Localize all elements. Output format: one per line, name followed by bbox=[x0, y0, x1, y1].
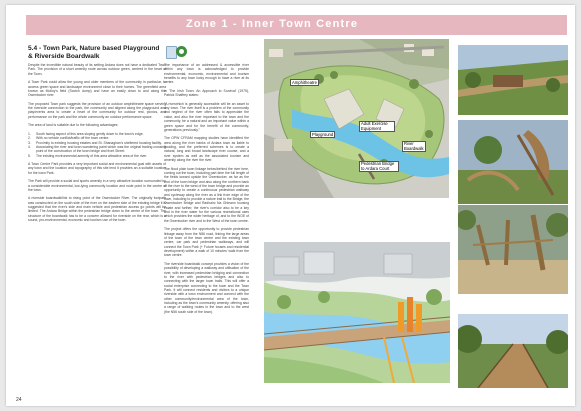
photo-riverside-boardwalk bbox=[458, 314, 568, 388]
paragraph: A riverside boardwalk/link to rising point of the Owentocker River. The originally footpath was constructed on the south side of the river on the eastern side of the existing bridge it is suggested that the river's side and main vehicle and pedestrian access go points will be limited. The Ardara Bridge within the pedestrian bridge down to the centre of the town. The structure of the boardwalk has to be a concern allowed for riverside on the rear, which is a sound, pro-environmental, economic and tourism use of the town. bbox=[28, 196, 166, 223]
paragraph: A Town Park could allow the young and older members of the community in particular, to access green space and landscape environment close to their homes. The greenfield area known as Molloy's field (Scotch dump) and have an easily down to and along the Owentocker river. bbox=[28, 80, 166, 98]
paragraph: In 'The Irish Town: An Approach to Survival' (1975), Patrick Shaffrey states: bbox=[164, 88, 249, 98]
text-column-middle bbox=[164, 63, 249, 318]
paragraph: The project offers the opportunity to provide pedestrian linkage away from the N56 road, linking the large areas of the town of the town centre and the existing town centre, car park and pedestrian walkways, and will connect the Town Park (+ Future houses and residential development) within a walk of 10 minutes' walk from the town centre. bbox=[164, 227, 249, 258]
tidy-towns-logo-icon bbox=[176, 46, 187, 57]
list-item: 5. The existing environmental amenity of this area attractive area of the river. bbox=[28, 153, 148, 158]
list-item: 1. South facing aspect of this area sloping gently down to the town's edge. bbox=[28, 131, 144, 136]
advantages-list bbox=[28, 132, 166, 158]
page-number: 24 bbox=[16, 397, 22, 403]
zone-title: Zone 1 - Inner Town Centre bbox=[186, 18, 359, 30]
paragraph: The OPW CFRAM mapping studies have identified the area along the river banks of Ardara town as liable to flooding, and the preferred schemes is to create a natural, long and broad landscape river course, and a river system as well as the associated tourism and amenity along the river the river. bbox=[164, 136, 249, 163]
photo-boardwalk-aerial bbox=[458, 45, 568, 115]
label-playground: Playground bbox=[312, 132, 334, 137]
text-column-left bbox=[28, 63, 166, 227]
paragraph: The riverside boardwalk concept provides a vision of the possibility of developing a walkway and utilisation of the river, with increased pedestrian bridging and connection to the river with pedestrian bridges and also to connecting with the larger town trails. This will offer a social enterprise connecting to the town and the Town Park. It will connect residents and visitors to a unique riverside with a town environment and connect with the other community/environmental area of the town, including as the town's community amenity, offering also a range of walking routes in the town and to the west (the N56 south side of the town). bbox=[164, 261, 249, 314]
site-plan-map bbox=[264, 39, 449, 198]
paragraph: The area of land is suitable due to the following advantages: bbox=[28, 123, 119, 128]
section-heading: 5.4 - Town Park, Nature based Playground & Riverside Boardwalk bbox=[28, 45, 160, 60]
photo-wooden-play-area bbox=[458, 205, 568, 294]
quote: "A riverwhich is generally accessible will be an asset to any town. The river itself is a problem of the community and neglect of the river often fails to appreciate the value, and also the river important to the town and the community, be a natural and an important value within a green space and for the benefit of the community, generations previously." bbox=[164, 101, 249, 132]
photo-play-sculpture bbox=[458, 120, 568, 204]
paragraph: The Park will provide a social and sports amenity in a very attractive location surrounded by a considerable environmental, low-lying community location and node point in the centre of the town. bbox=[28, 179, 166, 192]
list-item: 3. Proximity to existing housing estates and St. Shanaghan's sheltered housing facility. bbox=[28, 140, 162, 145]
zone-banner bbox=[26, 15, 567, 35]
paragraph: The flood plain town linkage below/behind the river here, coming out the town, including part-time the full length of the fields toward upside the Owentocker, as far as the end of the town bridge and also along the northern bank of the river to the west of the town bridge and provide an opportunity to create a continuous pedestrian walkway and cycleway along the river as a link from edge of the town, including to provide a nature trail to the Bridge, the Owentocker Bridge and Radhairc Na Ghleann housing estate and further, the river's corridor also to be a key and in the river water for the various recreational uses which provides the wider heritage of, and to the WOE of the Owentocker river and to the West of the town centre. bbox=[164, 166, 249, 223]
paragraph: A Town Centre Park provides a very important social and environmental goal with assets of any town and the location and topography of this site lend it provides an a suitable location for the town Park. bbox=[28, 161, 166, 175]
label-pedestrian-bridge: Pedestrian Bridge to Ardara Court bbox=[359, 161, 399, 172]
report-page bbox=[6, 5, 575, 406]
label-amphitheatre: Amphitheatre bbox=[292, 80, 317, 85]
list-item: 4. Associating the river and town wandering paint which was the original trading crossing point of the construction of the town bridge and front Street. bbox=[28, 144, 166, 154]
paragraph: Despite the incredible natural beauty of its setting Ardara does not have a dedicated Town Park. The provision of a short amenity route across outdoor green, centred in the heart of the Town. bbox=[28, 63, 166, 76]
paragraph: The proposed Town park suggests the provision of an outdoor amphitheatre space serving the riverside connection to the park, the community and aligned along the playground and play/events area to create a heart of the community for outdoor rest, picnics, and performance on the park and the whole community an outdoor performance space. bbox=[28, 101, 166, 119]
label-river-boardwalk: River Boardwalk bbox=[402, 141, 426, 152]
label-equipment: Adult Exercise Equipment bbox=[359, 121, 395, 132]
boardwalk-rendering bbox=[264, 242, 450, 383]
list-item: 2. With no vehicle conflict/traffic off the town centre. bbox=[28, 136, 110, 141]
paragraph: The importance of an addressed & accessible river within any town is acknowledged to provide environmental, economic, environmental and tourism benefits to any town lucky enough to have a river at its centre. bbox=[164, 63, 249, 85]
